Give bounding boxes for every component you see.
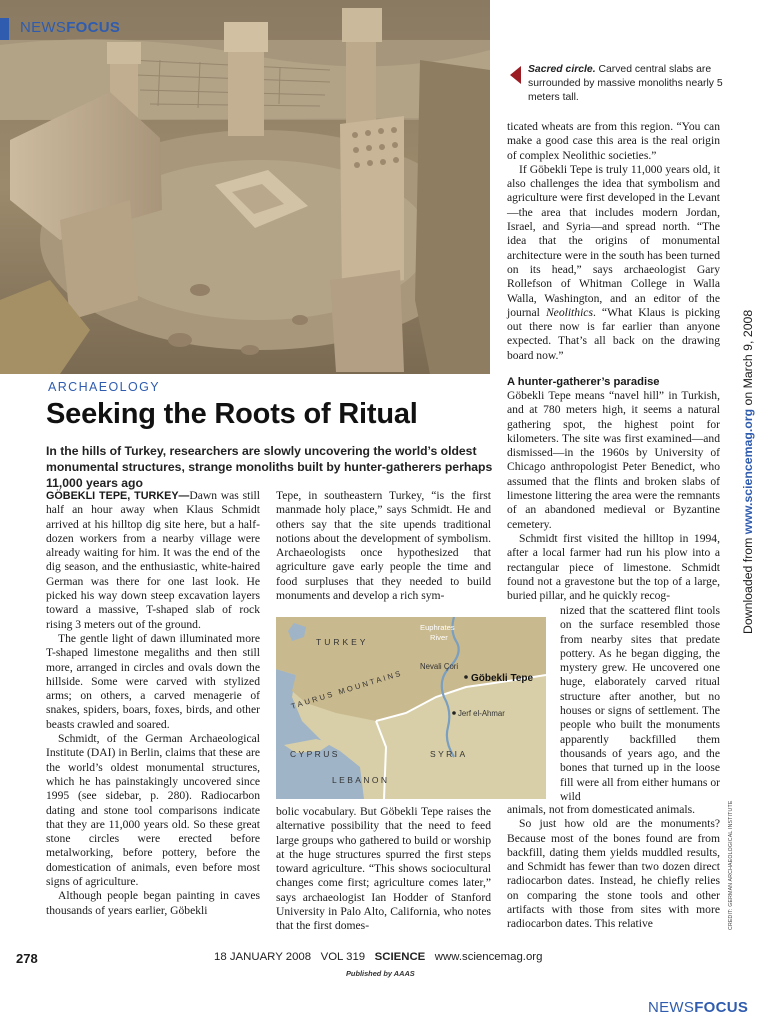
footer-journal: SCIENCE	[374, 951, 426, 963]
region-map	[276, 617, 546, 799]
footer-focus: FOCUS	[694, 999, 749, 1016]
article-section: ARCHAEOLOGY	[48, 380, 160, 394]
footer-section-label	[648, 999, 748, 1016]
header-news: NEWS	[20, 19, 67, 36]
paragraph: Schmidt, of the German Archaeological Institute (DAI) in Berlin, claims that these are the world’s oldest monumental structures, which he has painstakingly uncovered since 1995 (see sidebar, p. 280). Radiocarbon dating and stone tool comparisons indicate that they are 11,000 years old. So these great stone circles were erected before metalworking, before pottery, before the domestication of animals, even before most signs of agriculture.	[46, 732, 260, 889]
column-3-top	[507, 120, 720, 363]
map-label-syria: SYRIA	[430, 749, 468, 759]
footer-news: NEWS	[648, 999, 695, 1016]
journal-name: Neolithics	[545, 305, 593, 319]
footer-issue-info	[214, 951, 542, 963]
paragraph: animals, not from domesticated animals.	[507, 803, 696, 816]
paragraph	[46, 489, 260, 632]
footer-date: 18 JANUARY 2008	[214, 951, 312, 963]
map-label-lebanon: LEBANON	[332, 775, 390, 785]
footer-site-link[interactable]: www.sciencemag.org	[434, 951, 543, 963]
paragraph: The gentle light of dawn illuminated more T-shaped limestone megaliths and then still more, arranged in circles and ovals down the hillside. Some were carved with stylized arms; on others, a carved menagerie of snakes, spiders, boars, foxes, birds, and other beasts crawled and soared.	[46, 631, 260, 731]
photo-credit: CREDIT: GERMAN ARCHAEOLOGICAL INSTITUTE	[728, 800, 734, 930]
section-header	[20, 19, 120, 36]
article-deck: In the hills of Turkey, researchers are slowly uncovering the world’s oldest monumental structures, strange monoliths built by hunter-gatherers perhaps 11,000 years ago	[46, 444, 493, 490]
map-label-turkey: TURKEY	[316, 637, 369, 647]
column-1	[46, 489, 260, 918]
download-url-link[interactable]: www.sciencemag.org	[741, 408, 755, 535]
caption-lead: Sacred circle.	[528, 64, 596, 75]
paragraph: Göbekli Tepe means “navel hill” in Turkish, and at 780 meters high, it seems a natural gathering spot, the highest point for kilometers. The site was first examined—and dismissed—in the 1960s by University of Chicago anthropologist Peter Benedict, who assumed that the flints and broken slabs of limestone littering the area were the remnants of an abandoned medieval or Byzantine cemetery.	[507, 389, 720, 531]
column-2-top	[276, 489, 491, 603]
article-title: Seeking the Roots of Ritual	[46, 398, 418, 430]
paragraph-text: . “What Klaus is picking out there now is far earlier than anyone expected. That’s all back on the drawing board now.”	[507, 305, 720, 362]
map-label-taurus: TAURUS MOUNTAINS	[289, 668, 404, 711]
map-label-gobekli: Göbekli Tepe	[471, 673, 534, 684]
column-3-bottom	[507, 803, 720, 932]
map-label-nevali: Nevali Çori	[420, 662, 459, 671]
paragraph: bolic vocabulary. But Göbekli Tepe raises the alternative possibility that the need to feed large groups who gathered to build or worship at the huge structures spurred the first steps toward agriculture. “This shows sociocultural changes come first; agriculture comes later,” says archaeologist Ian Hodder of Stanford University in Palo Alto, California, who notes that the first domes-	[276, 805, 491, 933]
footer-volume: VOL 319	[320, 951, 366, 963]
map-label-river: River	[430, 633, 448, 642]
caption-text: Carved central slabs are surrounded by massive monoliths nearly 5 meters tall.	[528, 64, 723, 103]
paragraph: ticated wheats are from this region. “You can make a good case this area is the real origin of complex Neolithic societies.”	[507, 120, 720, 162]
column-3-wrap	[560, 604, 720, 804]
paragraph-text: If Göbekli Tepe is truly 11,000 years old, it also challenges the idea that symbolism and agriculture were first developed in the Levant—the area that includes modern Jordan, Israel, and Syria—and spread north. “The idea that the origins of monumental architecture were in the south has been turned on its head,” says archaeologist Gary Rollefson of Whitman College in Walla Walla, Washington, and an editor of the journal	[507, 162, 720, 319]
dateline: GÖBEKLI TEPE, TURKEY—	[46, 490, 190, 502]
page-number: 278	[16, 951, 38, 966]
map-site-dot	[464, 675, 468, 679]
paragraph-text: Dawn was still half an hour away when Klaus Schmidt arrived at his hilltop dig site here, but a half-dozen workers from a nearby village were already waiting for him. It was the end of the dig season, and the enthusiastic, white-haired German was there for one last look. He picked his way down steep excavation layers toward a massive, T-shaped slab of rock rising 3 meters out of the ground.	[46, 489, 260, 631]
paragraph: Although people began painting in caves thousands of years earlier, Göbekli	[46, 889, 260, 917]
download-prefix: Downloaded from	[741, 534, 755, 634]
paragraph	[507, 163, 720, 363]
paragraph: Schmidt first visited the hilltop in 1994, after a local farmer had run his plow into a rectangular piece of limestone. Schmidt found not a gravestone but the top of a large, buried pillar, and he quickly recog-	[507, 531, 720, 603]
subheading: A hunter-gatherer’s paradise	[507, 376, 660, 388]
paragraph: Tepe, in southeastern Turkey, “is the first manmade holy place,” says Schmidt. He and others say that the site upends traditional notions about the development of symbolism. Archaeologists once hypothesized that agriculture gave early people the time and food surpluses that they needed to build monuments and develop a rich sym-	[276, 489, 491, 603]
column-3-middle	[507, 389, 720, 603]
header-accent-bar	[0, 18, 9, 40]
column-2-bottom	[276, 805, 491, 934]
paragraph: So just how old are the monuments? Because most of the bones found are from backfill, dating them yields muddled results, and Schmidt has fewer than two dozen direct radiocarbon dates. Instead, he chiefly relies on comparing the stone tools and other artifacts with those from sites with more radiocarbon dates. This relative	[507, 817, 720, 931]
download-notice	[741, 294, 765, 634]
map-site-dot	[452, 711, 456, 715]
excavation-photo	[0, 0, 490, 374]
map-label-euphrates: Euphrates	[420, 623, 455, 632]
caption-arrow-icon	[510, 66, 521, 84]
map-label-cyprus: CYPRUS	[290, 749, 340, 759]
download-suffix: on March 9, 2008	[741, 309, 755, 409]
header-focus: FOCUS	[66, 19, 121, 36]
publisher-line: Published by AAAS	[346, 969, 415, 978]
paragraph: nized that the scattered flint tools on the surface resembled those from nearby sites that predate pottery. As he began digging, the mystery grew. He uncovered one huge, elaborately carved ritual structure after another, but no houses or signs of settlement. The people who built the monuments apparently backfilled them thousands of years ago, and the bones that turned up in the loose fill were all from either humans or wild	[560, 604, 720, 803]
photo-caption	[528, 63, 748, 105]
map-label-jerf: Jerf el-Ahmar	[458, 709, 505, 718]
